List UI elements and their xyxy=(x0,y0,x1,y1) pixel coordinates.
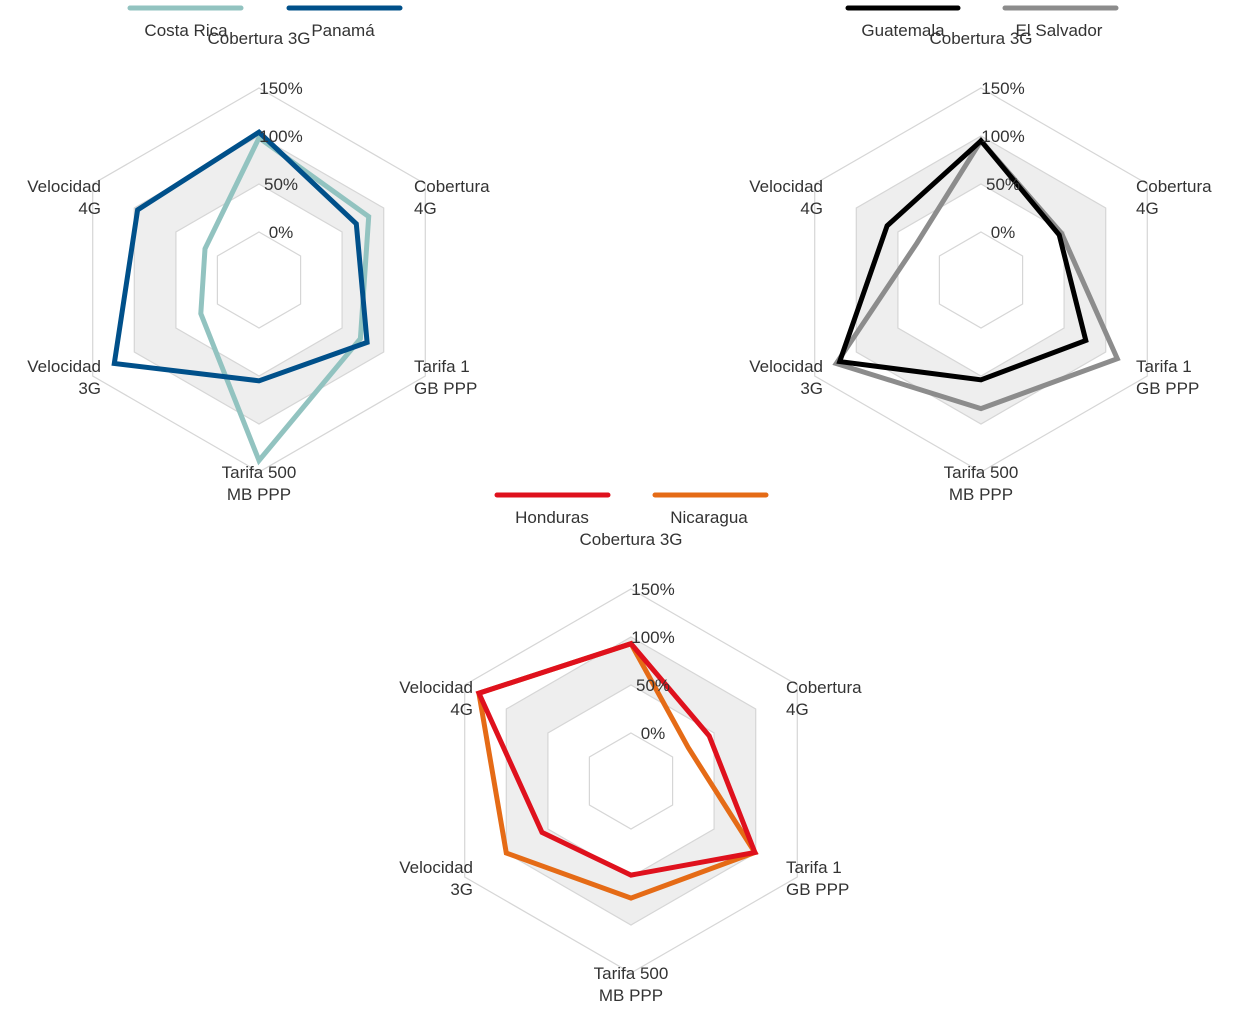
axis-label-line: 4G xyxy=(800,199,823,218)
tick-label: 150% xyxy=(259,79,303,98)
grid-ring xyxy=(589,733,672,829)
axis-label-line: Tarifa 1 xyxy=(1136,357,1192,376)
legend-label: Nicaragua xyxy=(670,508,748,527)
grid-ring xyxy=(939,232,1022,328)
axis-label-line: 3G xyxy=(800,379,823,398)
tick-label: 100% xyxy=(981,127,1025,146)
legend-label: Costa Rica xyxy=(144,21,228,40)
axis-label-line: 4G xyxy=(786,700,809,719)
legend-label: Guatemala xyxy=(861,21,945,40)
axis-label-line: Tarifa 500 xyxy=(221,463,297,482)
axis-label xyxy=(399,678,473,719)
axis-label-line: 4G xyxy=(78,199,101,218)
axis-label xyxy=(399,858,473,899)
tick-label: 0% xyxy=(268,223,294,242)
tick-label: 50% xyxy=(263,175,299,194)
legend-label: El Salvador xyxy=(1015,21,1103,40)
tick-label: 100% xyxy=(631,628,675,647)
radar-chart-1 xyxy=(27,8,490,504)
axis-label-line: 3G xyxy=(450,880,473,899)
axis-label-line: 3G xyxy=(78,379,101,398)
axis-label-line: Tarifa 500 xyxy=(593,964,669,983)
radar-chart-3 xyxy=(399,495,862,1005)
tick-label: 50% xyxy=(985,175,1021,194)
axis-label-line: Tarifa 500 xyxy=(943,463,1019,482)
axis-label-line: GB PPP xyxy=(786,880,850,899)
axis-label xyxy=(749,357,823,398)
axis-label xyxy=(27,357,101,398)
axis-label-line: Tarifa 1 xyxy=(414,357,470,376)
axis-label-line: Velocidad xyxy=(399,678,473,697)
axis-label xyxy=(944,463,1019,504)
axis-label-line: Velocidad xyxy=(749,177,823,196)
radar-chart-2 xyxy=(749,8,1212,504)
grid-ring xyxy=(217,232,300,328)
axis-label-line: 4G xyxy=(1136,199,1159,218)
axis-label xyxy=(27,177,101,218)
legend-label: Panamá xyxy=(311,21,375,40)
axis-label-line: Velocidad xyxy=(27,357,101,376)
axis-label-line: Cobertura xyxy=(1136,177,1212,196)
tick-label: 0% xyxy=(990,223,1016,242)
tick-label: 150% xyxy=(631,580,675,599)
legend-label: Honduras xyxy=(515,508,589,527)
axis-label-line: GB PPP xyxy=(1136,379,1200,398)
shaded-band xyxy=(506,637,755,925)
axis-label-line: Cobertura xyxy=(414,177,490,196)
axis-label-line: MB PPP xyxy=(948,485,1014,504)
axis-label xyxy=(580,530,683,549)
axis-label-line: Tarifa 1 xyxy=(786,858,842,877)
axis-label-line: Velocidad xyxy=(399,858,473,877)
axis-label-line: Cobertura 3G xyxy=(929,29,1033,48)
tick-label: 100% xyxy=(259,127,303,146)
axis-label xyxy=(749,177,823,218)
axis-label-line: MB PPP xyxy=(226,485,292,504)
tick-label: 0% xyxy=(640,724,666,743)
axis-label xyxy=(222,463,297,504)
axis-label-line: Velocidad xyxy=(27,177,101,196)
axis-label-line: GB PPP xyxy=(414,379,478,398)
axis-label-line: Velocidad xyxy=(749,357,823,376)
axis-label xyxy=(594,964,669,1005)
axis-label-line: 4G xyxy=(450,700,473,719)
axis-label-line: 4G xyxy=(414,199,437,218)
axis-label-line: Cobertura 3G xyxy=(579,530,683,549)
axis-label-line: Cobertura 3G xyxy=(207,29,311,48)
tick-label: 50% xyxy=(635,676,671,695)
axis-label-line: MB PPP xyxy=(598,986,664,1005)
tick-label: 150% xyxy=(981,79,1025,98)
axis-label-line: Cobertura xyxy=(786,678,862,697)
